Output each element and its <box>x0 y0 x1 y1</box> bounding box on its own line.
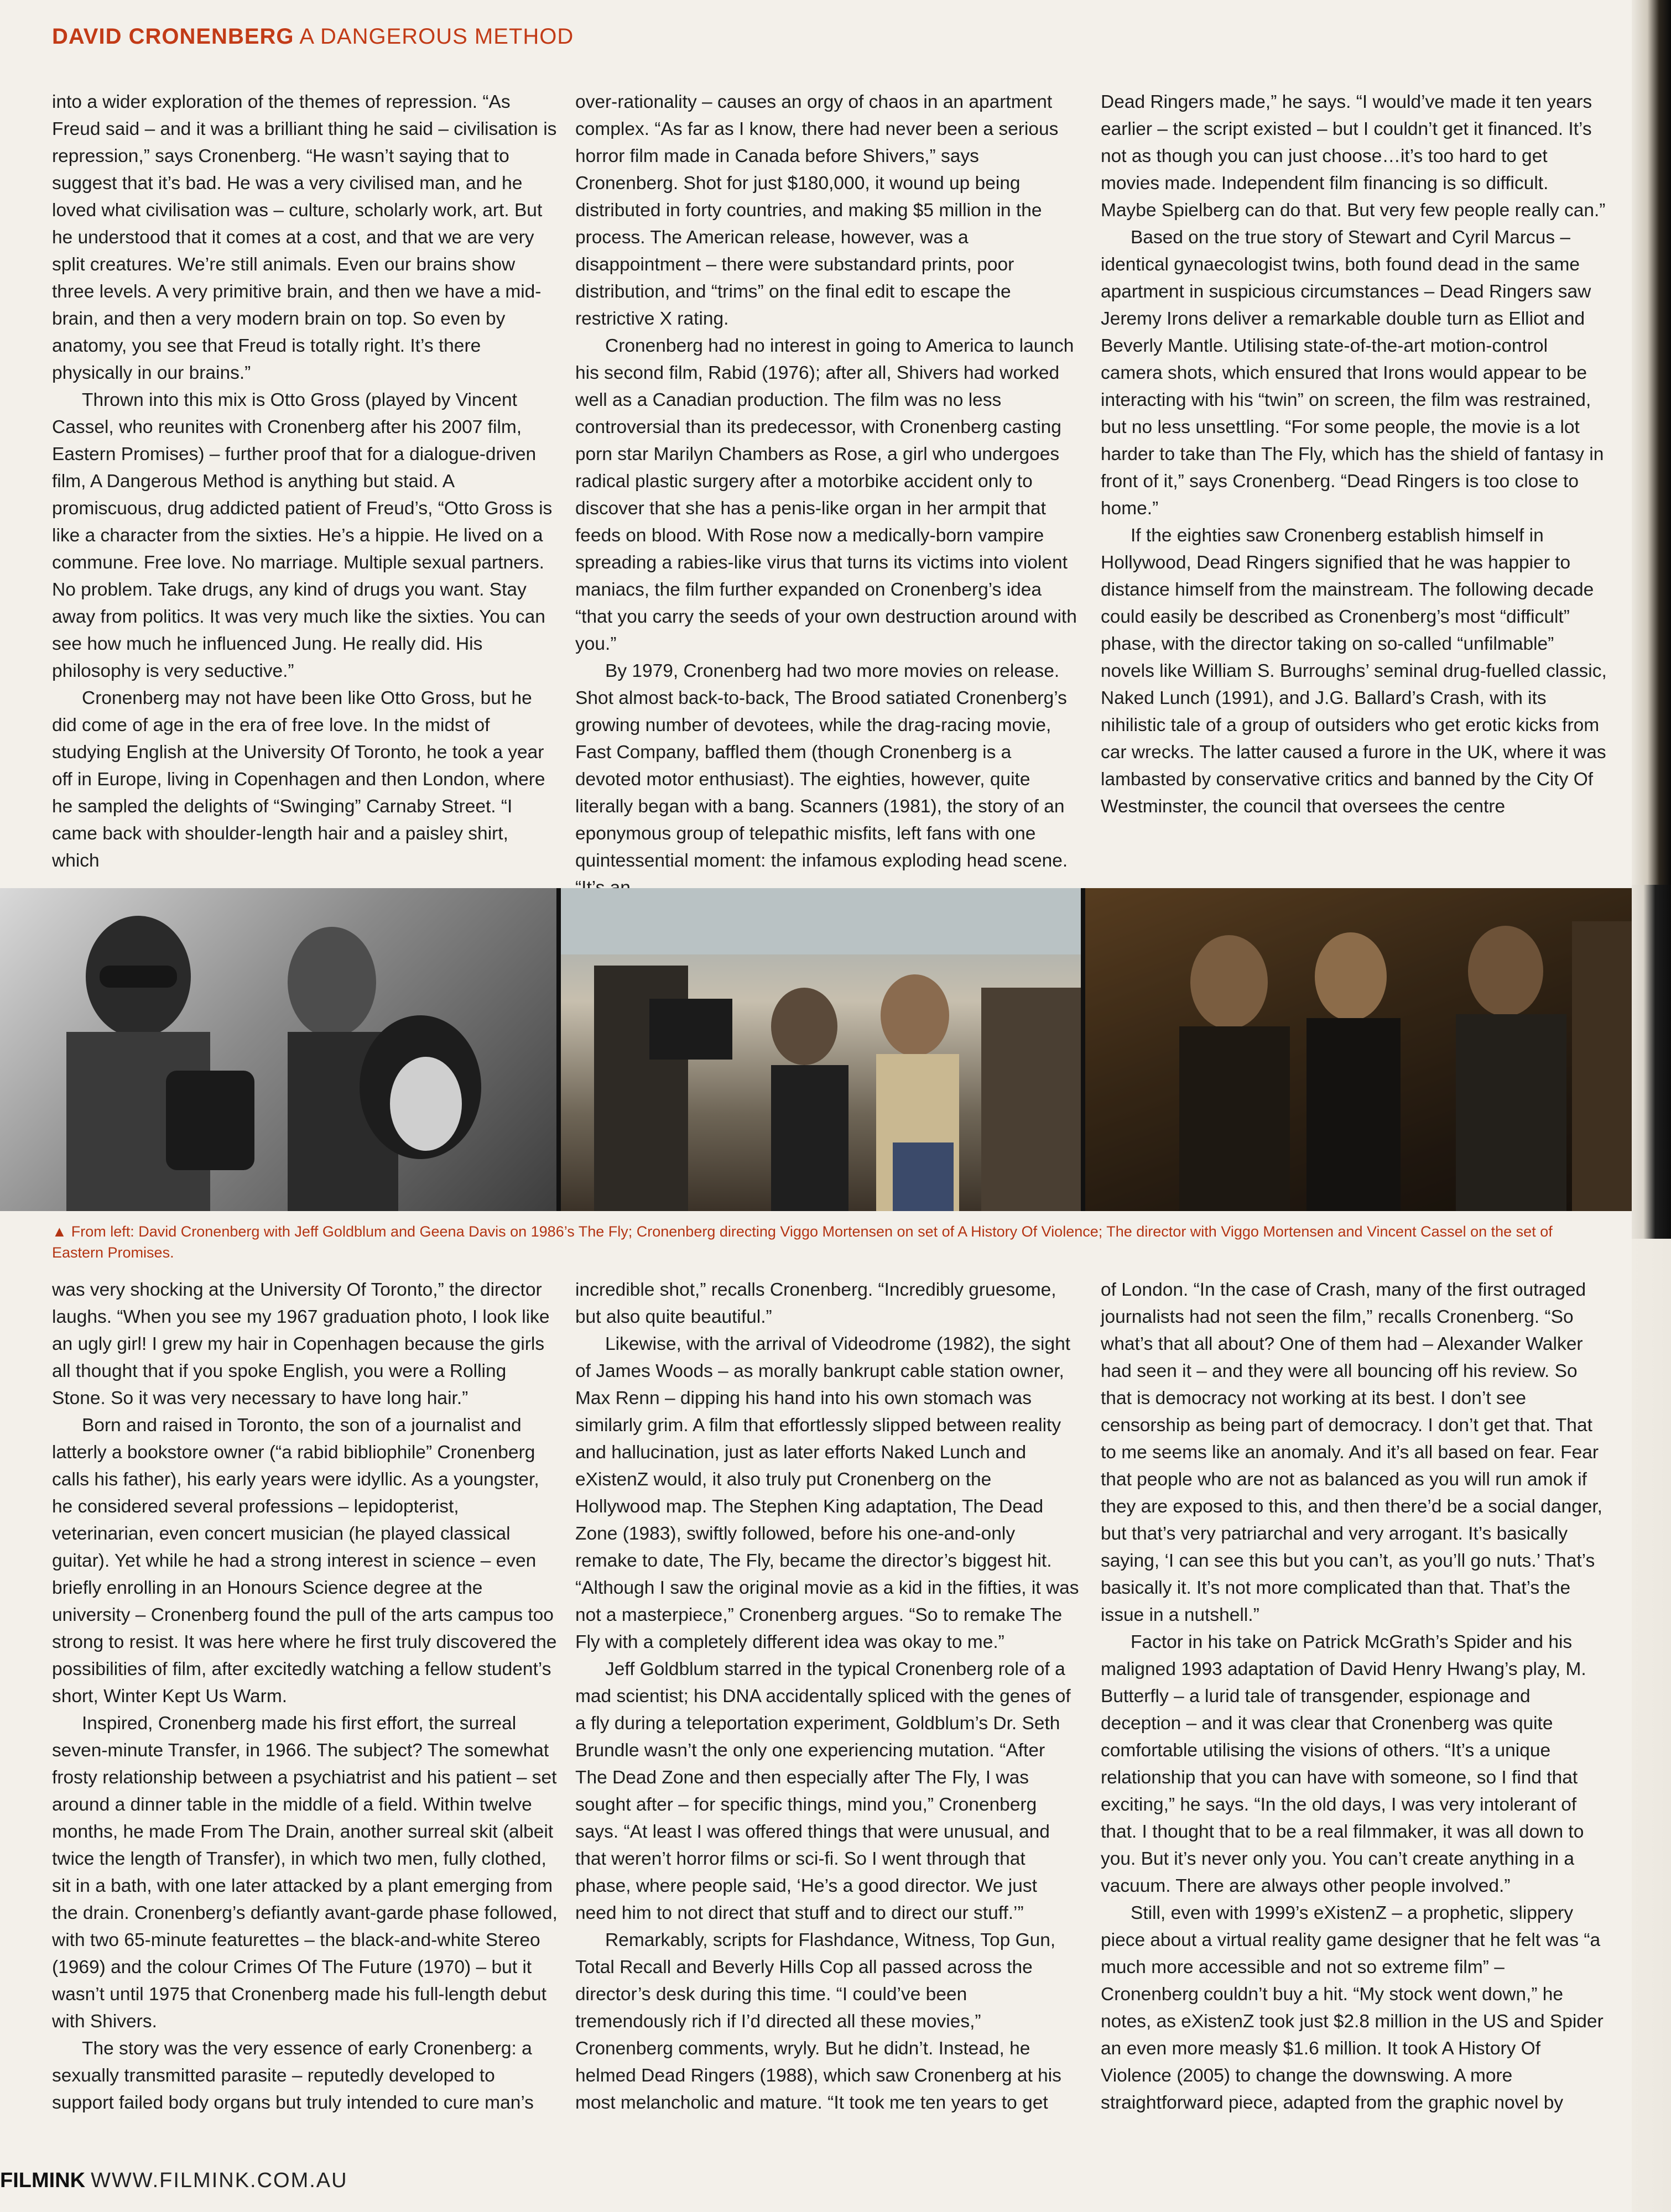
paragraph: Cronenberg had no interest in going to America to launch his second film, Rabid (1976); after all, Shivers had worked well as a Canadian production. The film was no less controversial than its predecessor, with Cronenberg casting porn star Marilyn Chambers as Rose, a girl who undergoes radical plastic surgery after a motorbike accident only to discover that she has a penis-like organ in her armpit that feeds on blood. With Rose now a medically-born vampire spreading a rabies-like virus that turns its victims into violent maniacs, the film further expanded on Cronenberg’s idea “that you carry the seeds of your own destruction around with you.” <box>575 336 1077 654</box>
article-column-top-2 <box>575 88 1081 871</box>
paragraph: incredible shot,” recalls Cronenberg. “Incredibly gruesome, but also quite beautiful.” <box>575 1280 1056 1327</box>
paragraph: The story was the very essence of early Cronenberg: a sexually transmitted parasite – reputedly developed to support failed body organs but truly intended to cure man’s <box>52 2038 534 2113</box>
paragraph: Dead Ringers made,” he says. “I would’ve made it ten years earlier – the script existed – but I couldn’t get it financed. It’s not as though you can just choose…it’s too hard to get movies made. Independent film financing is so difficult. Maybe Spielberg can do that. But very few people really can.” <box>1101 92 1606 221</box>
photo-cronenberg-directing-mortensen <box>561 888 1081 1211</box>
paragraph: Based on the true story of Stewart and Cyril Marcus – identical gynaecologist twins, both found dead in the same apartment in suspicious circumstances – Dead Ringers saw Jeremy Irons deliver a remarkable double turn as Elliot and Beverly Mantle. Utilising state-of-the-art motion-control camera shots, which ensured that Irons would appear to be interacting with his “twin” on screen, the film was restrained, but no less unsettling. “For some people, the movie is a lot harder to take than The Fly, which has the shield of fantasy in front of it,” says Cronenberg. “Dead Ringers is too close to home.” <box>1101 227 1604 519</box>
photo-caption <box>52 1221 1601 1263</box>
page-edge-bleed <box>1632 0 1671 2212</box>
paragraph: Thrown into this mix is Otto Gross (played by Vincent Cassel, who reunites with Cronenberg after his 2007 film, Eastern Promises) – further proof that for a dialogue-driven film, A Dangerous Method is anything but staid. A promiscuous, drug addicted patient of Freud’s, “Otto Gross is like a character from the sixties. He’s a hippie. He lived on a commune. Free love. No marriage. Multiple sexual partners. No problem. Take drugs, any kind of drugs you want. Stay away from politics. It was very much like the sixties. You can see how much he influenced Jung. He really did. His philosophy is very seductive.” <box>52 390 553 681</box>
paragraph: into a wider exploration of the themes of repression. “As Freud said – and it was a brilliant thing he said – civilisation is repression,” says Cronenberg. “He wasn’t saying that to suggest that it’s bad. He was a very civilised man, and he loved what civilisation was – culture, scholarly work, art. But he understood that it comes at a cost, and that we are very split creatures. We’re still animals. Even our brains show three levels. A very primitive brain, and then we have a mid-brain, and then a very modern brain on top. So even by anatomy, you see that Freud is totally right. It’s there physically in our brains.” <box>52 92 557 383</box>
paragraph: Factor in his take on Patrick McGrath’s Spider and his maligned 1993 adaptation of David Henry Hwang’s play, M. Butterfly – a lurid tale of transgender, espionage and deception – and it was clear that Cronenberg was quite comfortable utilising the visions of others. “It’s a unique relationship that you can have with someone, so I find that exciting,” he says. “In the old days, I was very intolerant of that. I thought that to be a real filmmaker, it was all down to you. But it’s never only you. You can’t create anything in a vacuum. There are always other people involved.” <box>1101 1632 1586 1896</box>
photo-strip <box>0 888 1632 1211</box>
header-subject: DAVID CRONENBERG <box>52 24 294 49</box>
photo-cronenberg-goldblum-davis <box>0 888 556 1211</box>
photo-3-illustration <box>1085 888 1632 1211</box>
article-column-top-1 <box>52 88 558 871</box>
paragraph: Jeff Goldblum starred in the typical Cronenberg role of a mad scientist; his DNA accidentally spliced with the genes of a fly during a teleportation experiment, Goldblum’s Dr. Seth Brundle wasn’t the only one experiencing mutation. “After The Dead Zone and then especially after The Fly, I was sought after – for specific things, mind you,” Cronenberg says. “At least I was offered things that were unusual, and that weren’t horror films or sci-fi. So I went through that phase, where people said, ‘He’s a good director. We just need him to not direct that stuff and to direct our stuff.’” <box>575 1659 1071 1923</box>
page-edge-top <box>1632 0 1671 885</box>
running-header <box>52 24 1601 69</box>
photo-2-illustration <box>561 888 1081 1211</box>
paragraph: Inspired, Cronenberg made his first effort, the surreal seven-minute Transfer, in 1966. The subject? The somewhat frosty relationship between a psychiatrist and his patient – set around a dinner table in the middle of a field. Within twelve months, he made From The Drain, another surreal skit (albeit twice the length of Transfer), in which two men, fully clothed, sit in a bath, with one later attacked by a plant emerging from the drain. Cronenberg’s defiantly avant-garde phase followed, with two 65-minute featurettes – the black-and-white Stereo (1969) and the colour Crimes Of The Future (1970) – but it wasn’t until 1975 that Cronenberg made his full-length debut with Shivers. <box>52 1713 558 2032</box>
caption-text: From left: David Cronenberg with Jeff Goldblum and Geena Davis on 1986’s The Fly; Cronenberg directing Viggo Mortensen on set of A History Of Violence; The director with Viggo Mortensen and Vincent Cassel on the set of Eastern Promises. <box>52 1223 1553 1261</box>
paragraph: over-rationality – causes an orgy of chaos in an apartment complex. “As far as I know, there had never been a serious horror film made in Canada before Shivers,” says Cronenberg. Shot for just $180,000, it wound up being distributed in forty countries, and making $5 million in the process. The American release, however, was a disappointment – there were substandard prints, poor distribution, and “trims” on the final edit to escape the restrictive X rating. <box>575 92 1059 329</box>
footer-brand-logo: FILMINK <box>0 2169 86 2192</box>
paragraph: of London. “In the case of Crash, many of the first outraged journalists had not seen the film,” recalls Cronenberg. “So what’s that all about? One of them had – Alexander Walker had seen it – and they were all bouncing off his review. So that is democracy not working at its best. I don’t see censorship as being part of democracy. I don’t get that. That to me seems like an anomaly. And it’s all based on fear. Fear that people who are not as balanced as you will run amok if they are exposed to this, and then there’d be a social danger, but that’s very patriarchal and very arrogant. It’s basically saying, ‘I can see this but you can’t, as you’ll go nuts.’ That’s basically it. It’s not more complicated than that. That’s the issue in a nutshell.” <box>1101 1280 1602 1625</box>
article-column-bottom-2 <box>575 1276 1081 2122</box>
paragraph: Still, even with 1999’s eXistenZ – a prophetic, slippery piece about a virtual reality game designer that he felt was “a much more accessible and not so extreme film” – Cronenberg couldn’t buy a hit. “My stock went down,” he notes, as eXistenZ took just $2.8 million in the US and Spider an even more measly $1.6 million. It took A History Of Violence (2005) to change the downswing. A more straightforward piece, adapted from the graphic novel by <box>1101 1903 1604 2113</box>
page-footer <box>0 2169 498 2197</box>
paragraph: Cronenberg may not have been like Otto Gross, but he did come of age in the era of free love. In the midst of studying English at the University Of Toronto, he took a year off in Europe, living in Copenhagen and then London, where he sampled the delights of “Swinging” Carnaby Street. “I came back with shoulder-length hair and a paisley shirt, which <box>52 688 545 871</box>
footer-url: WWW.FILMINK.COM.AU <box>91 2169 348 2192</box>
caption-marker-icon: ▲ <box>52 1223 67 1240</box>
paragraph: Likewise, with the arrival of Videodrome (1982), the sight of James Woods – as morally bankrupt cable station owner, Max Renn – dipping his hand into his own stomach was similarly grim. A film that effortlessly slipped between reality and hallucination, just as later efforts Naked Lunch and eXistenZ would, it also truly put Cronenberg on the Hollywood map. The Stephen King adaptation, The Dead Zone (1983), swiftly followed, before his one-and-only remake to date, The Fly, became the director’s biggest hit. “Although I saw the original movie as a kid in the fifties, it was not a masterpiece,” Cronenberg argues. “So to remake The Fly with a completely different idea was okay to me.” <box>575 1334 1079 1652</box>
article-column-bottom-3 <box>1101 1276 1607 2122</box>
photo-1-illustration <box>0 888 556 1211</box>
paragraph: Born and raised in Toronto, the son of a journalist and latterly a bookstore owner (“a rabid bibliophile” Cronenberg calls his father), his early years were idyllic. As a youngster, he considered several professions – lepidopterist, veterinarian, even concert musician (he played classical guitar). Yet while he had a strong interest in science – even briefly enrolling in an Honours Science degree at the university – Cronenberg found the pull of the arts campus too strong to resist. It was here where he first truly discovered the possibilities of film, after excitedly watching a fellow student’s short, Winter Kept Us Warm. <box>52 1415 557 1707</box>
article-column-bottom-1 <box>52 1276 558 2122</box>
header-film: A DANGEROUS METHOD <box>299 24 574 49</box>
paragraph: was very shocking at the University Of Toronto,” the director laughs. “When you see my 1967 graduation photo, I look like an ugly girl! I grew my hair in Copenhagen because the girls all thought that if you spoke English, you were a Rolling Stone. So it was very necessary to have long hair.” <box>52 1280 550 1408</box>
paragraph: If the eighties saw Cronenberg establish himself in Hollywood, Dead Ringers signified that he was happier to distance himself from the mainstream. The following decade could easily be described as Cronenberg’s most “difficult” phase, with the director taking on so-called “unfilmable” novels like William S. Burroughs’ seminal drug-fuelled classic, Naked Lunch (1991), and J.G. Ballard’s Crash, with its nihilistic tale of a group of outsiders who get erotic kicks from car wrecks. The latter caused a furore in the UK, where it was lambasted by conservative critics and banned by the City Of Westminster, the council that oversees the centre <box>1101 525 1607 817</box>
photo-cronenberg-mortensen-cassel <box>1085 888 1632 1211</box>
page-edge-bottom <box>1632 1239 1671 2212</box>
paragraph: Remarkably, scripts for Flashdance, Witness, Top Gun, Total Recall and Beverly Hills Cop all passed across the director’s desk during this time. “I could’ve been tremendously rich if I’d directed all these movies,” Cronenberg comments, wryly. But he didn’t. Instead, he helmed Dead Ringers (1988), which saw Cronenberg at his most melancholic and mature. “It took me ten years to get <box>575 1930 1061 2113</box>
article-column-top-3 <box>1101 88 1607 849</box>
paragraph: By 1979, Cronenberg had two more movies on release. Shot almost back-to-back, The Brood satiated Cronenberg’s growing number of devotees, while the drag-racing movie, Fast Company, baffled them (though Cronenberg is a devoted motor enthusiast). The eighties, however, quite literally began with a bang. Scanners (1981), the story of an eponymous group of telepathic misfits, left fans with one quintessential moment: the infamous exploding head scene. <box>575 661 1068 871</box>
